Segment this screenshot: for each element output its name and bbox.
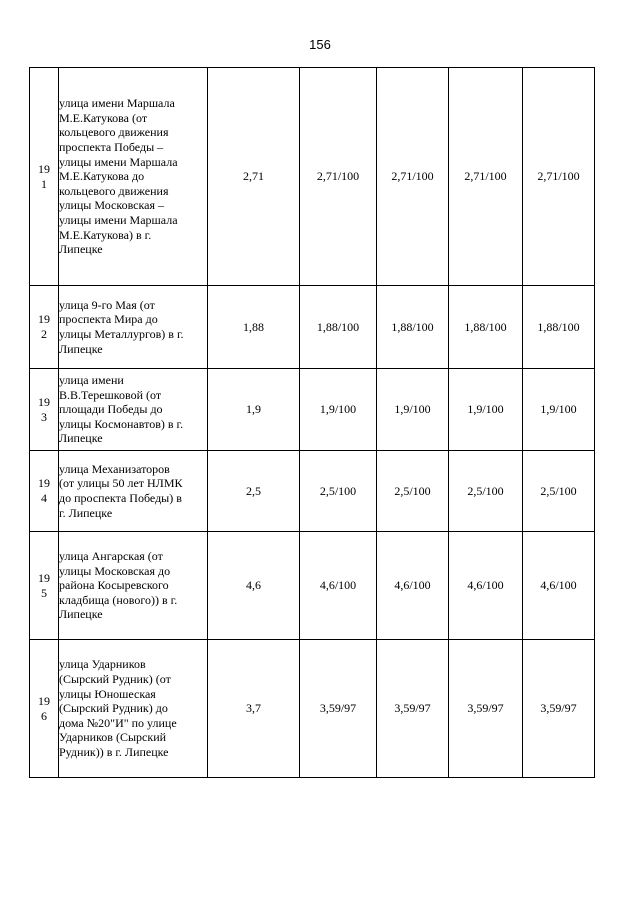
row-number-line: 19 [38, 394, 50, 409]
value-cell: 1,9/100 [377, 369, 449, 451]
street-name-line: улицы Металлургов) в г. [59, 327, 184, 341]
row-number-line: 19 [38, 161, 50, 176]
row-number-cell [30, 532, 59, 640]
street-name-line: проспекта Мира до [59, 312, 158, 327]
value-cell: 3,59/97 [377, 640, 449, 778]
street-name-line: улицы Московская – [59, 198, 164, 213]
row-number-line: 6 [41, 708, 47, 723]
value-cell: 2,71/100 [449, 68, 523, 286]
value-cell: 1,88/100 [523, 286, 595, 369]
street-name-line: дома №20"И" по улице [59, 715, 177, 730]
row-number-line: 4 [41, 491, 47, 505]
row-number-line: 1 [41, 176, 47, 191]
street-name-line: Липецке [59, 242, 103, 257]
table-row [30, 68, 595, 286]
value-cell: 2,71/100 [523, 68, 595, 286]
row-number-line: 5 [41, 585, 47, 600]
length-cell: 1,88 [208, 286, 300, 369]
street-name-line: Липецке [59, 607, 103, 622]
value-cell: 1,9/100 [300, 369, 377, 451]
street-name-line: улица Ангарская (от [59, 549, 163, 564]
value-cell: 4,6/100 [449, 532, 523, 640]
table-row [30, 369, 595, 451]
street-name-line: кольцевого движения [59, 183, 169, 198]
value-cell: 1,9/100 [523, 369, 595, 451]
length-cell: 4,6 [208, 532, 300, 640]
street-name-line: улица Ударников [59, 657, 146, 672]
table-row [30, 286, 595, 369]
street-name-line: (от улицы 50 лет НЛМК [59, 476, 183, 491]
page-number: 156 [309, 37, 331, 52]
street-name-line: г. Липецке [59, 505, 113, 520]
street-name-line: М.Е.Катукова (от [59, 110, 148, 125]
street-name-cell [59, 286, 208, 369]
row-number-line: 19 [38, 312, 50, 327]
row-number-cell [30, 451, 59, 532]
row-number-cell [30, 286, 59, 369]
street-name-line: кольцевого движения [59, 125, 169, 140]
street-name-line: Ударников (Сырский [59, 730, 167, 745]
street-name-line: Липецке [59, 341, 103, 356]
row-number-line: 3 [41, 409, 47, 424]
table-row [30, 451, 595, 532]
street-name-line: улицы Космонавтов) в г. [59, 416, 184, 431]
street-name-line: проспекта Победы – [59, 140, 164, 155]
row-number-cell [30, 68, 59, 286]
row-number-cell [30, 640, 59, 778]
table-row [30, 640, 595, 778]
value-cell: 3,59/97 [523, 640, 595, 778]
value-cell: 4,6/100 [523, 532, 595, 640]
value-cell: 2,71/100 [300, 68, 377, 286]
table-body [30, 68, 595, 778]
street-name-line: (Сырский Рудник) (от [59, 672, 171, 687]
value-cell: 3,59/97 [449, 640, 523, 778]
street-name-line: до проспекта Победы) в [59, 491, 182, 505]
street-name-line: М.Е.Катукова до [59, 169, 145, 184]
value-cell: 4,6/100 [377, 532, 449, 640]
street-name-cell [59, 532, 208, 640]
street-name-line: В.В.Терешковой (от [59, 387, 162, 402]
street-name-line: улица 9-го Мая (от [59, 297, 155, 312]
value-cell: 1,88/100 [377, 286, 449, 369]
value-cell: 2,5/100 [300, 451, 377, 532]
street-name-line: улицы имени Маршала [59, 212, 178, 227]
row-number-line: 19 [38, 693, 50, 708]
street-name-line: района Косыревского [59, 578, 169, 593]
length-cell: 1,9 [208, 369, 300, 451]
row-number-line: 19 [38, 476, 50, 491]
length-cell: 2,5 [208, 451, 300, 532]
value-cell: 2,5/100 [449, 451, 523, 532]
street-name-cell [59, 451, 208, 532]
street-name-line: улица имени [59, 373, 124, 388]
street-name-line: Липецке [59, 431, 103, 446]
length-cell: 2,71 [208, 68, 300, 286]
roads-table [29, 67, 595, 778]
row-number-cell [30, 369, 59, 451]
table-row [30, 532, 595, 640]
value-cell: 1,88/100 [449, 286, 523, 369]
street-name-line: улицы Юношеская [59, 686, 156, 701]
street-name-line: М.Е.Катукова) в г. [59, 227, 152, 242]
street-name-cell [59, 640, 208, 778]
row-number-line: 2 [41, 327, 47, 341]
street-name-line: улица имени Маршала [59, 96, 175, 111]
row-number-line: 19 [38, 570, 50, 585]
value-cell: 4,6/100 [300, 532, 377, 640]
street-name-line: улицы имени Маршала [59, 154, 178, 169]
street-name-line: кладбища (нового)) в г. [59, 592, 178, 607]
value-cell: 2,5/100 [377, 451, 449, 532]
value-cell: 1,88/100 [300, 286, 377, 369]
length-cell: 3,7 [208, 640, 300, 778]
street-name-line: улицы Московская до [59, 563, 171, 578]
street-name-line: (Сырский Рудник) до [59, 701, 168, 716]
street-name-line: улица Механизаторов [59, 461, 170, 476]
street-name-cell [59, 68, 208, 286]
value-cell: 2,71/100 [377, 68, 449, 286]
value-cell: 1,9/100 [449, 369, 523, 451]
value-cell: 2,5/100 [523, 451, 595, 532]
value-cell: 3,59/97 [300, 640, 377, 778]
street-name-line: площади Победы до [59, 402, 163, 417]
street-name-cell [59, 369, 208, 451]
street-name-line: Рудник)) в г. Липецке [59, 744, 169, 759]
